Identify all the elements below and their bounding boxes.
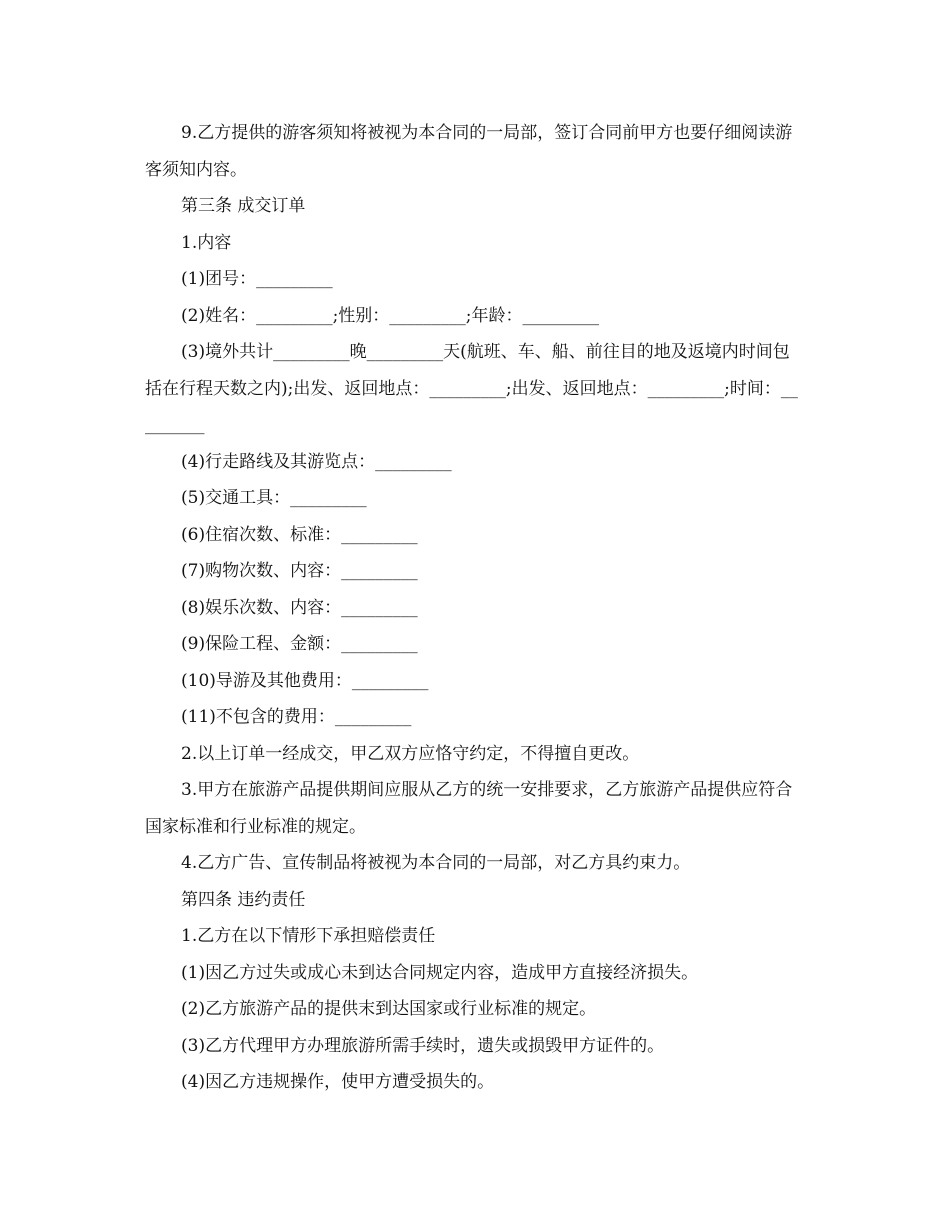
field-trip-duration-locations: (3)境外共计_________晚_________天(航班、车、船、前往目的地及返境内时间包括在行程天数之内);出发、返回地点：_________;出发、返回地点：_________;时间：_________	[145, 342, 798, 435]
field-insurance: (9)保险工程、金额：_________	[181, 634, 418, 654]
field-entertainment: (8)娱乐次数、内容：_________	[181, 597, 418, 618]
field-route: (4)行走路线及其游览点：_________	[181, 451, 452, 472]
article-3-heading: 第三条 成交订单	[181, 196, 306, 216]
liability-sub-1: (1)因乙方过失或成心未到达合同规定内容，造成甲方直接经济损失。	[181, 962, 699, 983]
field-guide-fees: (10)导游及其他费用：_________	[181, 670, 429, 691]
liability-sub-3: (3)乙方代理甲方办理旅游所需手续时，遗失或损毁甲方证件的。	[181, 1035, 665, 1056]
field-group-number: (1)团号：_________	[181, 269, 333, 289]
clause-9-tourist-notice: 9.乙方提供的游客须知将被视为本合同的一局部，签订合同前甲方也要仔细阅读游客须知内容。	[145, 123, 793, 180]
contract-body	[145, 115, 805, 1101]
field-name-gender-age: (2)姓名：_________;性别：_________;年龄：_________	[181, 305, 600, 326]
field-transport: (5)交通工具：_________	[181, 488, 367, 508]
item-4-advertising: 4.乙方广告、宣传制品将被视为本合同的一局部，对乙方具约束力。	[181, 853, 691, 873]
liability-item-1: 1.乙方在以下情形下承担赔偿责任	[181, 926, 436, 946]
item-3-arrangement: 3.甲方在旅游产品提供期间应服从乙方的统一安排要求，乙方旅游产品提供应符合国家标准和行业标准的规定。	[145, 780, 793, 837]
item-2-order-binding: 2.以上订单一经成交，甲乙双方应恪守约定，不得擅自更改。	[181, 743, 640, 764]
liability-sub-2: (2)乙方旅游产品的提供末到达国家或行业标准的规定。	[181, 999, 597, 1019]
field-accommodation: (6)住宿次数、标准：_________	[181, 524, 418, 545]
field-shopping: (7)购物次数、内容：_________	[181, 561, 418, 581]
article-4-heading: 第四条 违约责任	[181, 889, 306, 910]
item-1-content: 1.内容	[181, 232, 232, 253]
field-excluded-fees: (11)不包含的费用：_________	[181, 707, 412, 727]
liability-sub-4: (4)因乙方违规操作，使甲方遭受损失的。	[181, 1072, 495, 1092]
